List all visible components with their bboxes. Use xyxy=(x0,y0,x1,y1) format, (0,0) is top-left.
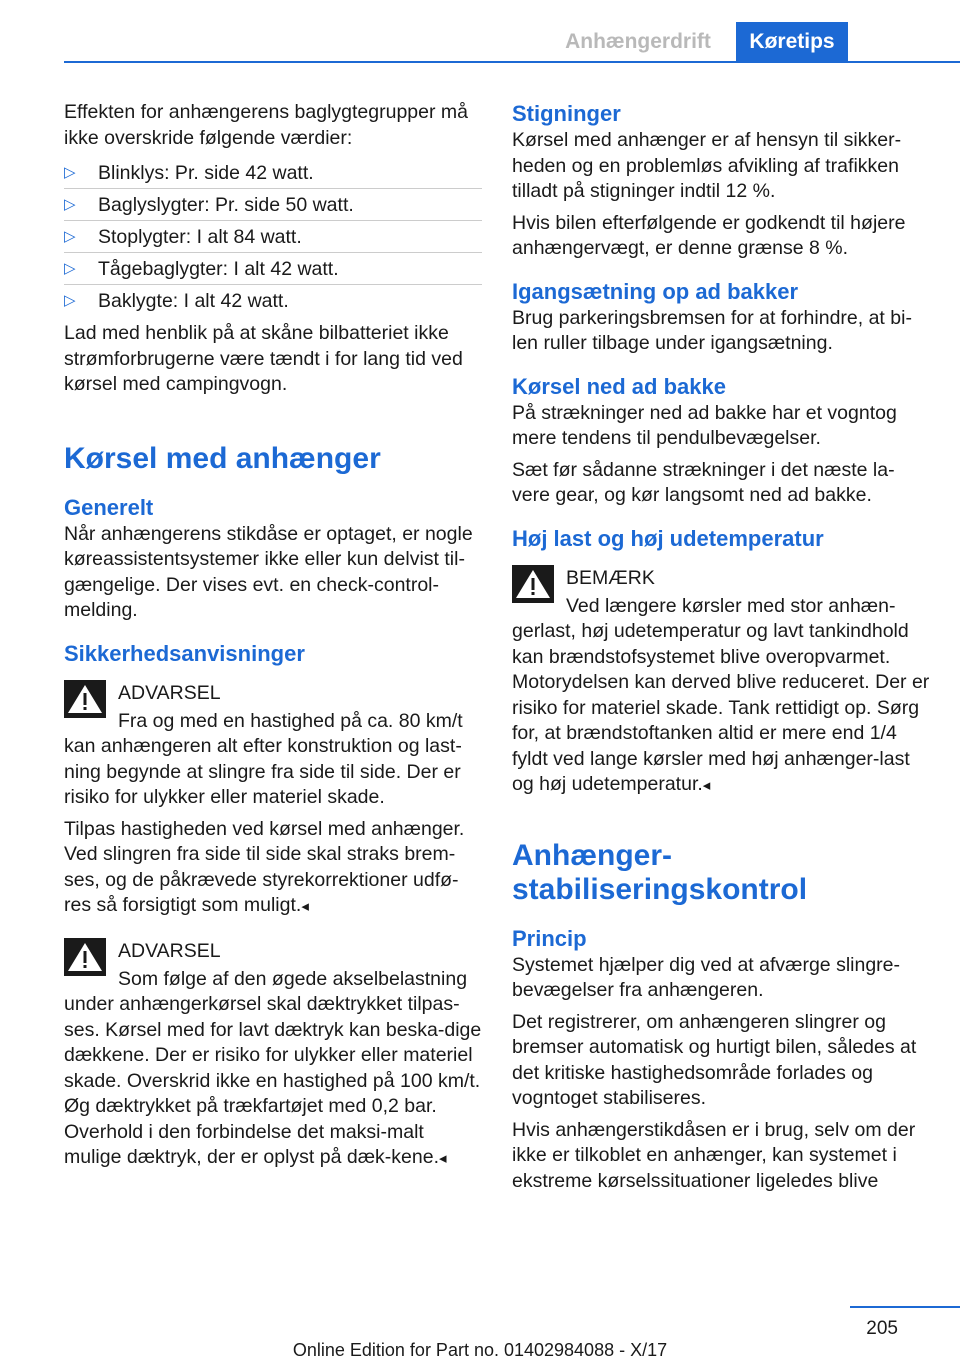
page-number: 205 xyxy=(866,1318,898,1339)
section-tab-active[interactable]: Køretips xyxy=(736,22,848,62)
list-item: ▷ Tågebaglygter: I alt 42 watt. xyxy=(64,253,482,285)
list-item: ▷ Baglyslygter: Pr. side 50 watt. xyxy=(64,189,482,221)
list-item: ▷ Baklygte: I alt 42 watt. xyxy=(64,290,289,312)
warning-text: Som følge af den øgede akselbelastning under anhængerkørsel skal dæktrykket tilpas‐ses. Kørsel med for lavt dæktryk kan beska‐dige dækkene. Der er risiko for ulykker eller materiel skade. Overskrid ikke en hastighed på 100 km/t. Øg dæktrykket på trækfartøjet med 0,2 bar. Overhold i den forbindelse det maksi‐malt mulige dæktryk, der er oplyst på dæk‐kene.◂ xyxy=(64,967,482,1168)
heading-downhill: Kørsel ned ad bakke xyxy=(512,373,726,399)
section-title-stability-control: Anhænger-stabiliseringskontrol xyxy=(512,838,808,906)
end-mark-icon: ◂ xyxy=(439,1150,447,1167)
heading-high-load: Høj last og høj udetemperatur xyxy=(512,525,824,551)
stigninger-paragraph: Kørsel med anhænger er af hensyn til sikker‐heden og en problemløs afvikling af trafikken tilladt på stigninger indtil 12 %. xyxy=(512,129,902,202)
note-text: Ved længere kørsler med stor anhæn‐gerlast, høj udetemperatur og lavt tankindhold kan brændstofsystemet blive overopvarmet. Motorydelsen kan derved blive reduceret. Der er risiko for materiel skade. Tank rettidigt op. Sørg for, at brændstoftanken altid er mere end 1/4 fyldt ved lange kørsler med høj anhænger‐last og høj udetemperatur.◂ xyxy=(512,594,930,795)
lamp-wattage-list xyxy=(64,157,482,317)
heading-safety: Sikkerhedsanvisninger xyxy=(64,640,305,666)
triangle-bullet-icon: ▷ xyxy=(64,164,76,181)
princip-paragraph-3: Hvis anhængerstikdåsen er i brug, selv om der ikke er tilkoblet en anhænger, kan systemet i ekstreme kørselssituationer ligeledes blive xyxy=(512,1118,916,1192)
warning-triangle-icon xyxy=(64,938,106,976)
triangle-bullet-icon: ▷ xyxy=(64,228,76,245)
chapter-tab[interactable]: Anhængerdrift xyxy=(565,30,711,53)
triangle-bullet-icon: ▷ xyxy=(64,196,76,213)
warning-triangle-icon xyxy=(512,565,554,603)
footer-rule xyxy=(850,1306,960,1308)
triangle-bullet-icon: ▷ xyxy=(64,292,76,309)
note-block xyxy=(512,563,930,799)
warning-text: Fra og med en hastighed på ca. 80 km/t kan anhængeren alt efter konstruktion og last‐ning begynde at slingre fra side til side. Der er risiko for ulykker eller materiel skade. xyxy=(64,709,463,808)
note-label: BEMÆRK xyxy=(566,566,655,589)
igangsaetning-paragraph: Brug parkeringsbremsen for at forhindre, at bi‐len ruller tilbage under igangsætning. xyxy=(512,306,912,354)
end-mark-icon: ◂ xyxy=(702,777,711,794)
end-mark-icon: ◂ xyxy=(301,898,309,915)
warning-block xyxy=(64,936,482,1172)
list-item: ▷ Blinklys: Pr. side 42 watt. xyxy=(64,157,482,189)
list-item: ▷ Stoplygter: I alt 84 watt. xyxy=(64,221,482,253)
heading-igangsaetning: Igangsætning op ad bakker xyxy=(512,278,799,304)
heading-generelt: Generelt xyxy=(64,494,154,520)
page-header xyxy=(0,0,960,62)
heading-stigninger: Stigninger xyxy=(512,101,621,126)
section-title-trailer-driving: Kørsel med anhænger xyxy=(64,441,381,475)
stigninger-paragraph-2: Hvis bilen efterfølgende er godkendt til højere anhængervægt, er denne grænse 8 %. xyxy=(512,211,906,259)
warning-triangle-icon xyxy=(64,680,106,718)
left-column xyxy=(64,100,482,1178)
generelt-paragraph: Når anhængerens stikdåse er optaget, er nogle køreassistentsystemer ikke eller kun delvist til‐gængelige. Der vises evt. en check-control-melding. xyxy=(64,522,473,621)
right-column xyxy=(512,100,930,1200)
warning-label: ADVARSEL xyxy=(118,939,221,962)
downhill-paragraph-2: Sæt før sådanne strækninger i det næste la‐vere gear, og kør langsomt ned ad bakke. xyxy=(512,458,895,506)
warning-label: ADVARSEL xyxy=(118,681,221,704)
warning-text-cont: Tilpas hastigheden ved kørsel med anhænger. Ved slingren fra side til side skal straks brem‐ses, og de påkrævede styrekorrektioner udfø‐res så forsigtigt som muligt.◂ xyxy=(64,817,465,916)
intro-paragraph: Effekten for anhængerens baglygtegrupper må ikke overskride følgende værdier: xyxy=(64,101,468,149)
header-rule xyxy=(64,61,960,63)
battery-paragraph: Lad med henblik på at skåne bilbatteriet ikke strømforbrugerne være tændt i for lang tid ved kørsel med campingvogn. xyxy=(64,322,463,395)
princip-paragraph: Systemet hjælper dig ved at afværge slingre‐bevægelser fra anhængeren. xyxy=(512,953,901,1001)
heading-princip: Princip xyxy=(512,925,587,951)
warning-block xyxy=(64,678,482,920)
triangle-bullet-icon: ▷ xyxy=(64,260,76,277)
princip-paragraph-2: Det registrerer, om anhængeren slingrer og bremser automatisk og hurtigt bilen, således at det kritiske hastighedsområde forlades og vogntoget stabiliseres. xyxy=(512,1010,917,1109)
downhill-paragraph: På strækninger ned ad bakke har et vogntog mere tendens til pendulbevægelser. xyxy=(512,401,897,449)
edition-footer: Online Edition for Part no. 01402984088 - X/17 xyxy=(292,1340,668,1360)
